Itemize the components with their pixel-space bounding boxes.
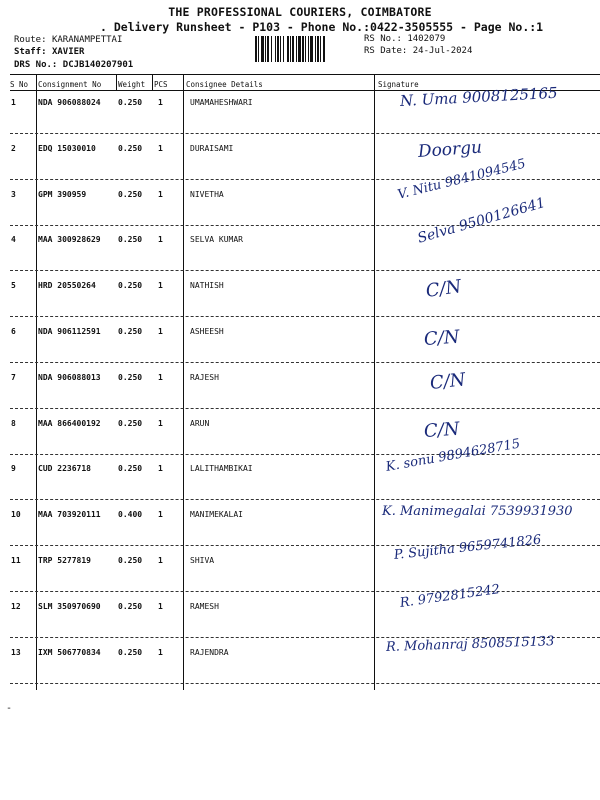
row-signature: K. Manimegalai 7539931930 [382,504,573,520]
drs-value: DCJB140207901 [62,60,134,70]
row-signature: K. sonu 9894628715 [384,436,522,476]
row-consignment-no: MAA 866400192 [38,418,101,428]
row-pcs: 1 [158,372,163,382]
row-consignee: NIVETHA [190,189,224,199]
row-separator [10,133,600,134]
col-header-sno: S No [10,80,29,89]
row-separator [10,499,600,500]
row-consignment-no: SLM 350970690 [38,601,101,611]
row-signature: Selva 9500126641 [415,195,548,248]
row-pcs: 1 [158,464,163,474]
route-line [14,35,122,45]
row-pcs: 1 [158,510,163,520]
row-signature: R. 9792815242 [398,581,501,611]
row-consignment-no: GPM 390959 [38,189,87,199]
row-consignee: ASHEESH [190,327,224,336]
column-divider [374,74,375,690]
row-sno: 7 [11,372,16,382]
barcode-bar [325,36,326,62]
row-weight: 0.250 [118,189,143,199]
row-sno: 8 [11,418,16,428]
row-sno: 2 [11,143,16,153]
column-divider [152,74,153,90]
row-weight: 0.250 [118,98,143,107]
row-consignment-no: TRP 5277819 [38,556,91,565]
drs-label: DRS No.: [14,60,58,70]
row-signature: C/N [428,369,467,394]
column-divider [36,74,37,690]
route-label: Route: [14,35,47,45]
row-pcs: 1 [158,647,163,657]
rs-date: RS Date: 24-Jul-2024 [364,46,473,56]
row-sno: 3 [11,189,16,199]
row-consignee: UMAMAHESHWARI [190,98,253,107]
row-consignee: RAJENDRA [190,647,229,657]
row-consignee: SHIVA [190,556,215,565]
row-weight: 0.250 [118,143,143,153]
row-consignment-no: IXM 506770834 [38,647,101,657]
row-sno: 13 [11,647,21,657]
row-pcs: 1 [158,143,163,153]
row-weight: 0.250 [118,464,143,474]
row-sno: 4 [11,235,16,245]
row-pcs: 1 [158,327,163,336]
staff-value: XAVIER [51,47,85,57]
row-consignment-no: NDA 906088013 [38,372,101,382]
row-pcs: 1 [158,281,163,291]
row-separator [10,270,600,271]
row-weight: 0.250 [118,647,143,657]
row-signature: N. Uma 9008125165 [399,83,558,110]
row-sno: 12 [11,601,21,611]
row-weight: 0.250 [118,327,143,336]
company-title: THE PROFESSIONAL COURIERS, COIMBATORE [168,5,432,19]
row-weight: 0.250 [118,601,143,611]
row-pcs: 1 [158,235,163,245]
row-weight: 0.250 [118,556,143,565]
stray-mark: - [6,703,13,714]
row-consignment-no: HRD 20550264 [38,281,96,291]
row-signature: C/N [423,326,461,350]
rs-number: RS No.: 1402079 [364,34,446,44]
row-consignment-no: EDQ 15030010 [38,143,96,153]
row-signature: C/N [423,418,461,442]
barcode [255,36,355,62]
row-separator [10,316,600,317]
row-pcs: 1 [158,98,163,107]
row-consignment-no: NDA 906088024 [38,98,101,107]
row-separator [10,591,600,592]
col-header-consignment: Consignment No [38,80,102,89]
row-sno: 10 [11,510,21,520]
row-weight: 0.250 [118,372,143,382]
table-top-rule [10,74,600,75]
row-consignee: NATHISH [190,281,224,291]
row-consignment-no: NDA 906112591 [38,327,101,336]
row-signature: C/N [424,276,463,303]
row-pcs: 1 [158,556,163,565]
row-consignee: RAJESH [190,372,219,382]
col-header-signature: Signature [378,80,419,89]
row-pcs: 1 [158,601,163,611]
row-separator [10,362,600,363]
route-value: KARANAMPETTAI [51,35,123,45]
col-header-weight: Weight [118,80,146,89]
row-consignee: SELVA KUMAR [190,235,243,245]
row-signature: P. Sujitha 9659741826 [393,532,543,563]
row-signature: Doorgu [417,137,483,162]
row-pcs: 1 [158,189,163,199]
staff-line [14,47,84,57]
col-header-consignee: Consignee Details [186,80,263,89]
column-divider [116,74,117,90]
row-consignee: LALITHAMBIKAI [190,464,253,474]
row-consignment-no: MAA 300928629 [38,235,101,245]
row-weight: 0.250 [118,235,143,245]
row-weight: 0.250 [118,281,143,291]
row-signature: V. Nitu 9841094545 [396,156,528,203]
row-consignment-no: MAA 703920111 [38,510,101,520]
row-consignee: ARUN [190,418,210,428]
staff-label: Staff: [14,47,47,57]
row-separator [10,179,600,180]
row-weight: 0.250 [118,418,143,428]
row-consignee: MANIMEKALAI [190,510,243,520]
column-divider [183,74,184,690]
row-separator [10,683,600,684]
drs-line [14,60,133,70]
row-signature: R. Mohanraj 8508515133 [385,633,555,655]
row-consignee: RAMESH [190,601,219,611]
row-separator [10,454,600,455]
col-header-pcs: PCS [154,80,168,89]
row-sno: 9 [11,464,16,474]
row-pcs: 1 [158,418,163,428]
row-sno: 5 [11,281,16,291]
row-sno: 1 [11,98,16,107]
row-consignment-no: CUD 2236718 [38,464,91,474]
row-sno: 6 [11,327,16,336]
row-sno: 11 [11,556,21,565]
row-weight: 0.400 [118,510,143,520]
row-separator [10,225,600,226]
row-separator [10,408,600,409]
runsheet-title: . Delivery Runsheet - P103 - Phone No.:0422-3505555 - Page No.:1 [100,20,544,34]
row-consignee: DURAISAMI [190,143,234,153]
